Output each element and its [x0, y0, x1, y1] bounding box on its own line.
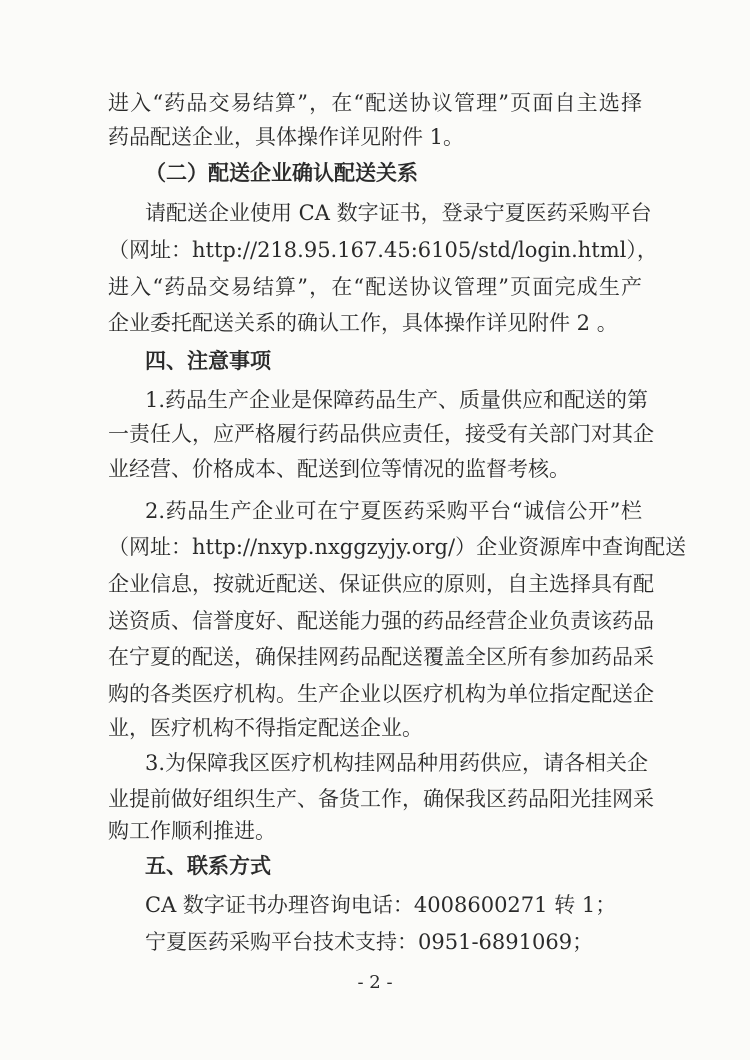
paragraph-line: 一责任人，应严格履行药品供应责任，接受有关部门对其企 [108, 422, 654, 446]
paragraph-line: 药品配送企业，具体操作详见附件 1。 [108, 125, 465, 149]
paragraph-line: 购工作顺利推进。 [108, 819, 276, 843]
section-heading: （二）配送企业确认配送关系 [145, 161, 418, 185]
paragraph-line: 请配送企业使用 CA 数字证书，登录宁夏医药采购平台 [145, 201, 652, 225]
contact-line: 宁夏医药采购平台技术支持：0951-6891069； [145, 930, 594, 954]
paragraph-line: 1.药品生产企业是保障药品生产、质量供应和配送的第 [145, 388, 649, 412]
paragraph-line: 2.药品生产企业可在宁夏医药采购平台“诚信公开”栏 [145, 499, 642, 523]
paragraph-line: 进入“药品交易结算”，在“配送协议管理”页面自主选择 [108, 91, 642, 115]
paragraph-line: （网址：http://nxyp.nxggzyjy.org/）企业资源库中查询配送 [108, 535, 687, 559]
paragraph-line: 业经营、价格成本、配送到位等情况的监督考核。 [108, 457, 570, 481]
paragraph-line: 在宁夏的配送，确保挂网药品配送覆盖全区所有参加药品采 [108, 645, 654, 669]
paragraph-line: 3.为保障我区医疗机构挂网品种用药供应，请各相关企 [145, 751, 649, 775]
paragraph-line: 企业信息，按就近配送、保证供应的原则，自主选择具有配 [108, 572, 654, 596]
paragraph-line: 送资质、信誉度好、配送能力强的药品经营企业负责该药品 [108, 609, 654, 633]
paragraph-line: 企业委托配送关系的确认工作，具体操作详见附件 2 。 [108, 311, 618, 335]
paragraph-line: 购的各类医疗机构。生产企业以医疗机构为单位指定配送企 [108, 682, 654, 706]
section-heading: 五、联系方式 [145, 854, 271, 878]
paragraph-line: 业，医疗机构不得指定配送企业。 [108, 716, 423, 740]
section-heading: 四、注意事项 [145, 349, 271, 373]
paragraph-line: 进入“药品交易结算”，在“配送协议管理”页面完成生产 [108, 275, 642, 299]
contact-line: CA 数字证书办理咨询电话：4008600271 转 1； [145, 893, 617, 917]
paragraph-line: 业提前做好组织生产、备货工作，确保我区药品阳光挂网采 [108, 787, 654, 811]
paragraph-line: （网址：http://218.95.167.45:6105/std/login.html）， [108, 238, 658, 262]
page-number: - 2 - [357, 972, 393, 993]
